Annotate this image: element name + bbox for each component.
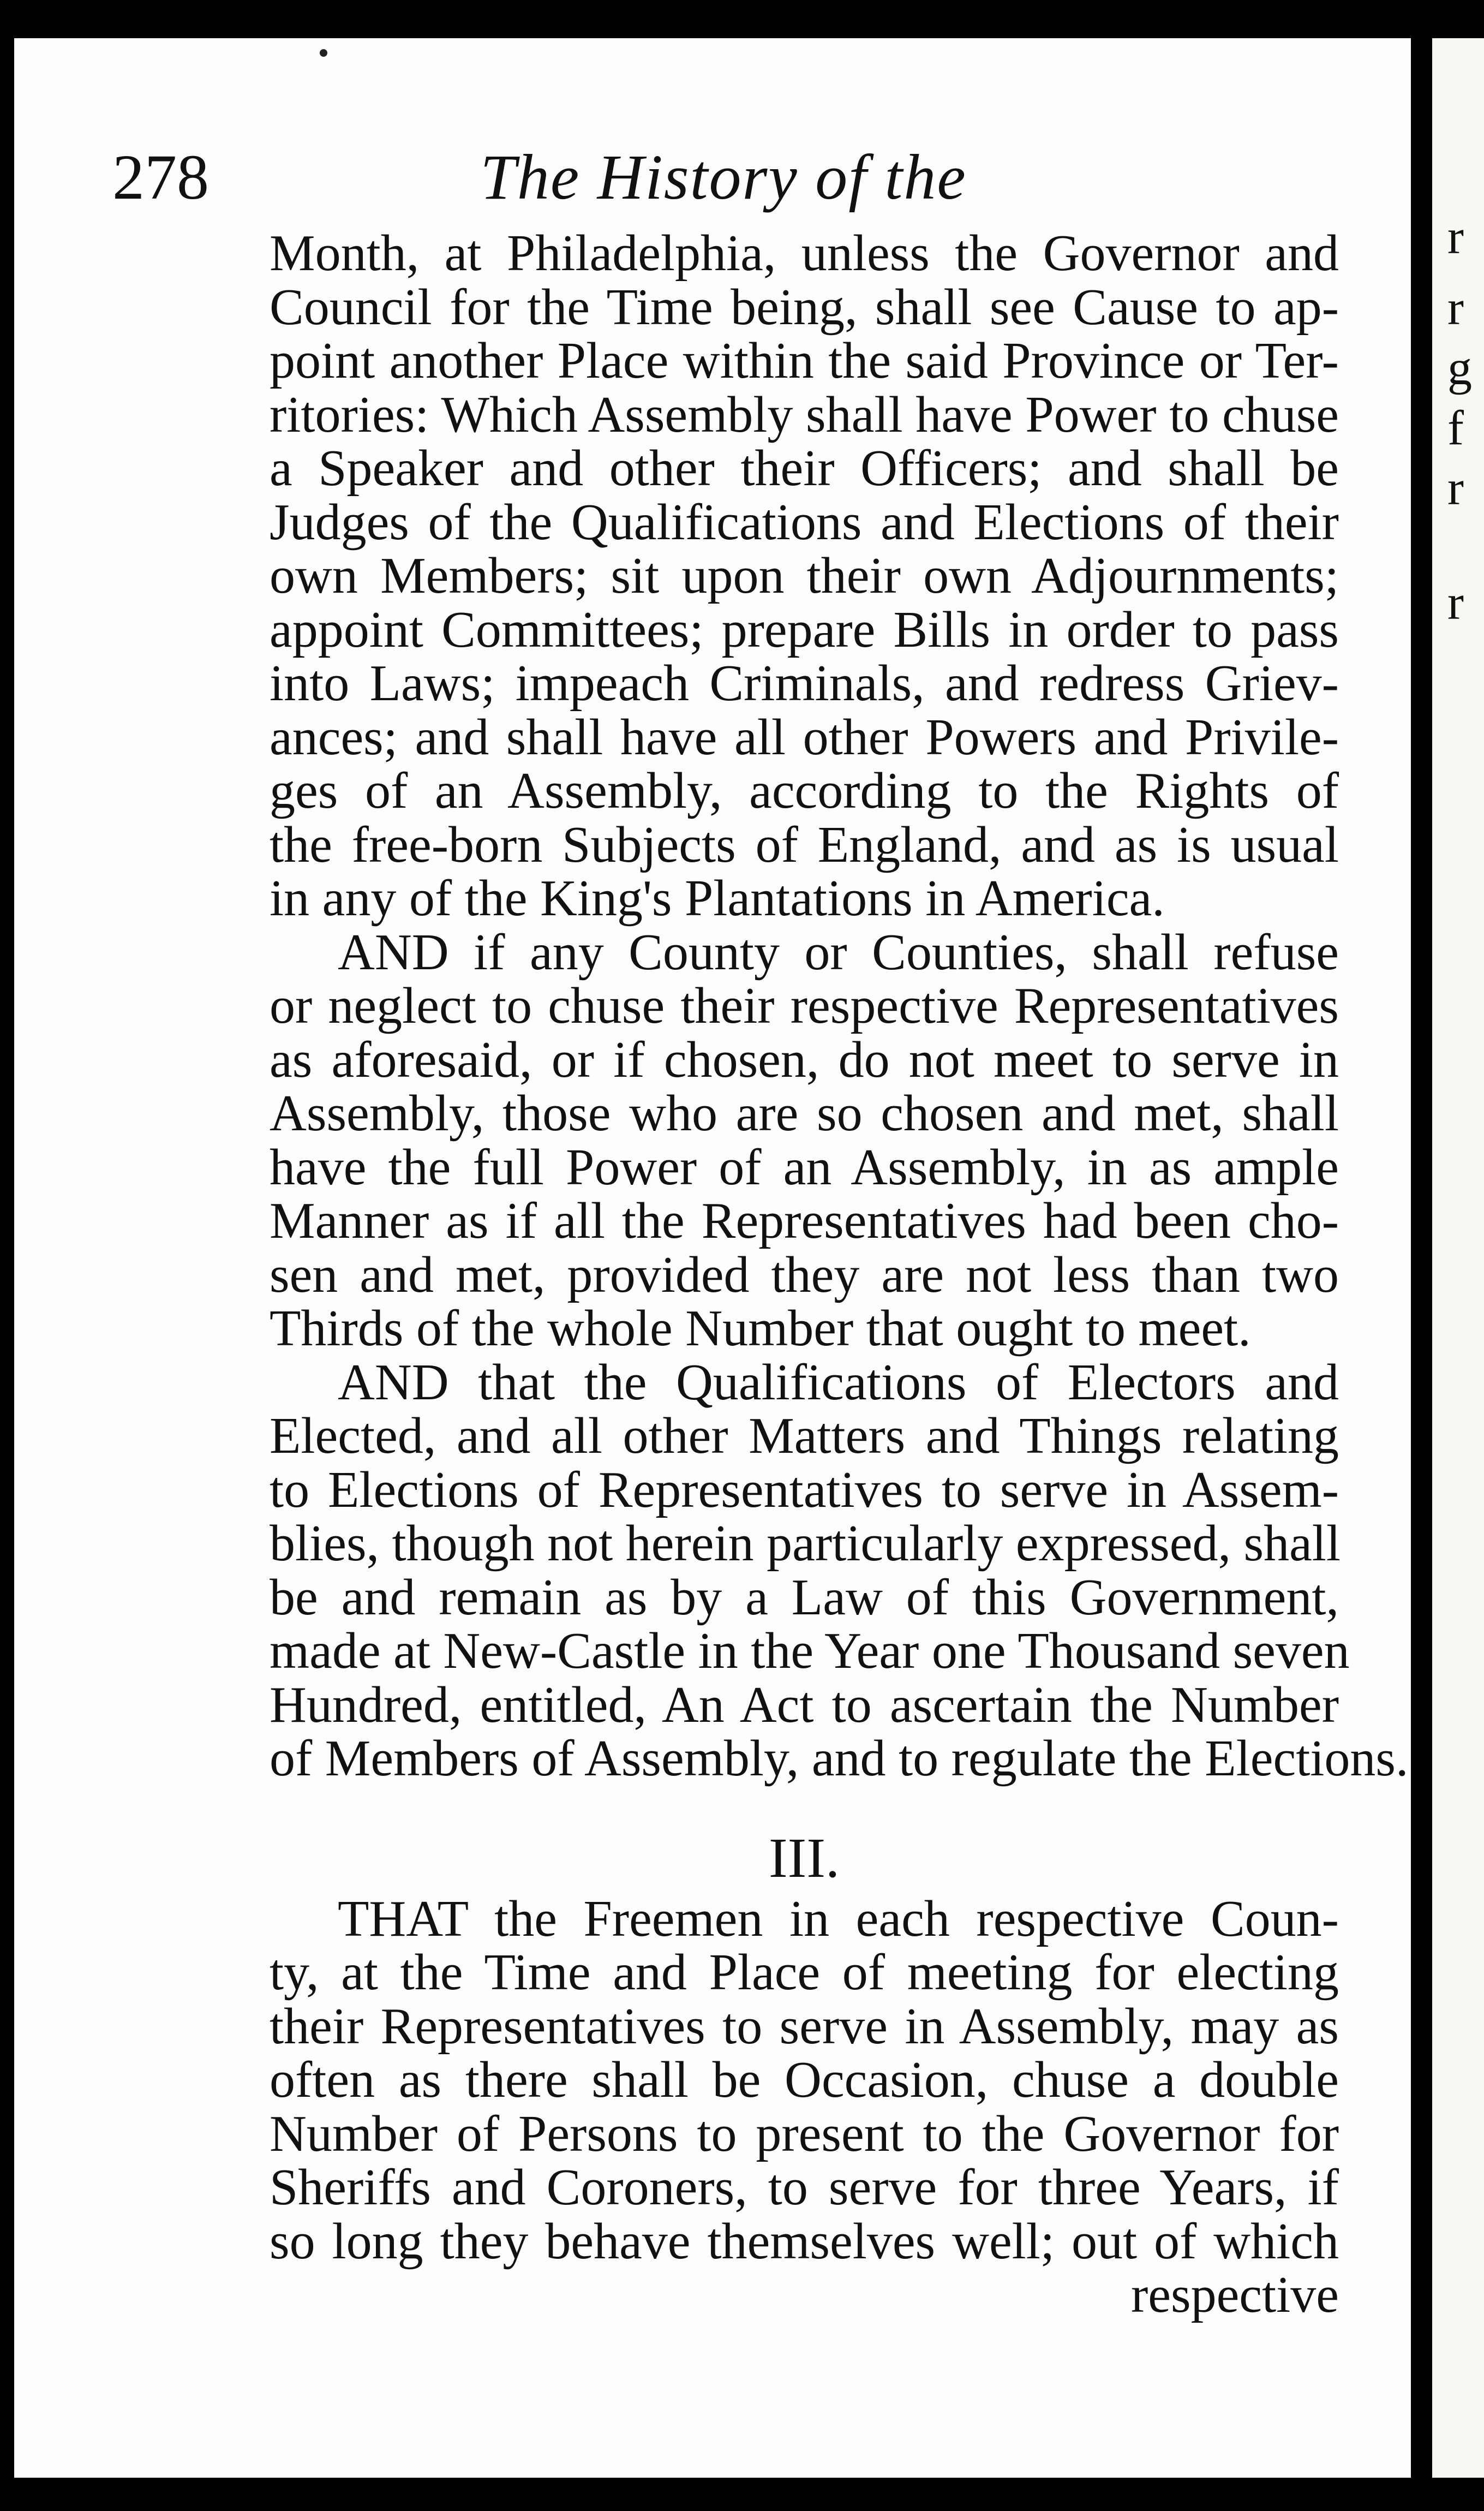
margin-letter: r	[1447, 461, 1464, 515]
text-line: to Elections of Representatives to serve in Assem-	[270, 1461, 1339, 1518]
margin-letter: r	[1447, 281, 1464, 335]
text-line: Assembly, those who are so chosen and met, shall	[270, 1085, 1339, 1142]
text-line: Sheriffs and Coroners, to serve for three Years, if	[270, 2159, 1339, 2216]
text-line: sen and met, provided they are not less than two	[270, 1246, 1339, 1303]
text-line: the free-born Subjects of England, and as is usual	[270, 816, 1339, 873]
text-line: in any of the King's Plantations in America.	[270, 870, 1165, 927]
text-line: ritories: Which Assembly shall have Power to chuse	[270, 386, 1339, 443]
paragraph	[270, 1353, 1409, 1787]
text-line: Hundred, entitled, An Act to ascertain the Number	[270, 1676, 1339, 1733]
body-text	[270, 225, 1409, 2323]
text-line: AND that the Qualifications of Electors and	[338, 1353, 1339, 1411]
text-line: AND if any County or Counties, shall refuse	[338, 923, 1339, 981]
text-line: Elected, and all other Matters and Things relating	[270, 1407, 1339, 1464]
ink-speck	[320, 49, 327, 57]
paragraph	[270, 923, 1339, 1357]
text-line: made at New-Castle in the Year one Thousand seven	[270, 1623, 1350, 1679]
paragraph	[270, 226, 1339, 926]
catchword: respective	[1130, 2267, 1339, 2323]
margin-letter: r	[1447, 210, 1464, 264]
text-line: Number of Persons to present to the Governor for	[270, 2105, 1339, 2162]
text-line: often as there shall be Occasion, chuse a double	[270, 2051, 1339, 2108]
paragraph	[270, 1892, 1339, 2269]
book-page	[14, 38, 1411, 2478]
text-line: have the full Power of an Assembly, in as ample	[270, 1138, 1339, 1196]
margin-letter: r	[1447, 576, 1464, 630]
text-line: appoint Committees; prepare Bills in order to pass	[270, 601, 1339, 658]
text-line: point another Place within the said Province or Ter-	[270, 332, 1339, 389]
text-line: ges of an Assembly, according to the Rights of	[270, 762, 1339, 819]
margin-letter: f	[1447, 401, 1464, 455]
text-line: own Members; sit upon their own Adjournments;	[270, 547, 1339, 604]
text-line: or neglect to chuse their respective Representatives	[270, 977, 1339, 1034]
page-header	[96, 142, 1351, 218]
text-line: Month, at Philadelphia, unless the Governor and	[270, 225, 1339, 282]
text-line: THAT the Freemen in each respective Coun-	[338, 1890, 1339, 1947]
text-line: Judges of the Qualifications and Elections of their	[270, 493, 1339, 551]
text-line: into Laws; impeach Criminals, and redress Griev-	[270, 655, 1339, 712]
page-number: 278	[112, 141, 209, 213]
text-line: ty, at the Time and Place of meeting for electing	[270, 1944, 1339, 2001]
text-line: Council for the Time being, shall see Cause to ap-	[270, 278, 1339, 336]
running-title: The History of the	[480, 141, 967, 213]
margin-letter: g	[1447, 341, 1472, 395]
text-line: be and remain as by a Law of this Government,	[270, 1568, 1339, 1626]
text-line: Thirds of the whole Number that ought to meet.	[270, 1300, 1251, 1357]
text-line: ances; and shall have all other Powers and Privile-	[270, 708, 1339, 766]
text-line: of Members of Assembly, and to regulate the Elections.	[270, 1730, 1409, 1787]
section-heading: III.	[769, 1826, 840, 1889]
adjacent-page-edge	[1432, 38, 1484, 2478]
text-line: as aforesaid, or if chosen, do not meet to serve in	[270, 1031, 1339, 1088]
text-line: Manner as if all the Representatives had been cho-	[270, 1192, 1339, 1249]
text-line: their Representatives to serve in Assembly, may as	[270, 1997, 1339, 2055]
text-line: a Speaker and other their Officers; and shall be	[270, 440, 1339, 497]
text-line: blies, though not herein particularly expressed, shall	[270, 1515, 1341, 1572]
text-line: so long they behave themselves well; out of which	[270, 2212, 1339, 2270]
